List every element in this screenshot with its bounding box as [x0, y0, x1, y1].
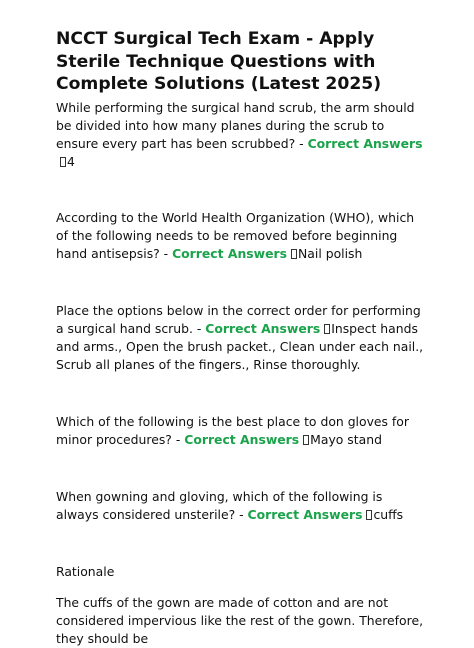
question-2-text: According to the World Health Organization (WHO), which of the following needs to be removed before beginning hand antisepsis? -	[56, 209, 415, 261]
document-title: NCCT Surgical Tech Exam - Apply Sterile Technique Questions with Complete Solutions (Latest 2025)	[56, 29, 382, 94]
question-1	[56, 99, 426, 171]
correct-answers-label: Correct Answers	[307, 135, 423, 151]
missing-glyph-icon	[303, 435, 309, 445]
question-2	[56, 209, 426, 263]
missing-glyph-icon	[60, 157, 66, 167]
correct-answers-label: Correct Answers	[172, 245, 288, 261]
question-5-text: When gowning and gloving, which of the following is always considered unsterile? -	[56, 488, 383, 522]
question-4	[56, 413, 426, 449]
question-5	[56, 488, 426, 524]
question-1-text: While performing the surgical hand scrub, the arm should be divided into how many planes during the scrub to ensure every part has been scrubbed? -	[56, 99, 415, 151]
correct-answers-label: Correct Answers	[247, 506, 363, 522]
question-1-answer: 4	[67, 153, 75, 169]
missing-glyph-icon	[324, 324, 330, 334]
question-3-text: Place the options below in the correct order for performing a surgical hand scrub. -	[56, 302, 421, 336]
question-5-answer: cuffs	[373, 506, 404, 522]
missing-glyph-icon	[291, 249, 297, 259]
rationale-text: The cuffs of the gown are made of cotton and are not considered impervious like the rest of the gown. Therefore, they should be	[56, 594, 424, 646]
question-4-answer: Mayo stand	[310, 431, 382, 447]
rationale-heading: Rationale	[56, 563, 115, 579]
question-3-answer: Inspect hands and arms., Open the brush packet., Clean under each nail., Scrub all planes of the fingers., Rinse thoroughly.	[56, 320, 424, 372]
correct-answers-label: Correct Answers	[184, 431, 300, 447]
question-2-answer: Nail polish	[298, 245, 363, 261]
missing-glyph-icon	[366, 510, 372, 520]
question-3	[56, 302, 426, 374]
correct-answers-label: Correct Answers	[205, 320, 321, 336]
question-4-text: Which of the following is the best place to don gloves for minor procedures? -	[56, 413, 409, 447]
